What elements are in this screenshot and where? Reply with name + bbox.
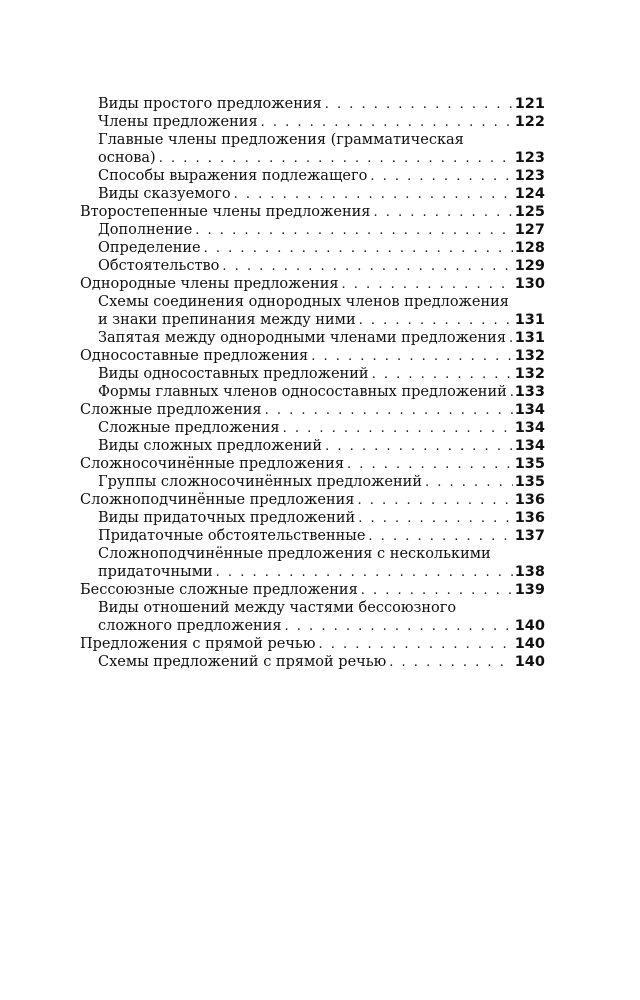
toc-entry[interactable] xyxy=(80,491,545,509)
dot-leader xyxy=(325,438,513,456)
toc-entry-title: Схемы соединения однородных членов предложения xyxy=(98,294,509,310)
dot-leader xyxy=(509,330,513,348)
dot-leader xyxy=(361,582,513,600)
toc-entry[interactable] xyxy=(80,581,545,599)
toc-entry[interactable] xyxy=(80,131,545,149)
toc-entry-title: Сложные предложения xyxy=(98,420,280,436)
toc-entry-title: Бессоюзные сложные предложения xyxy=(80,582,358,598)
toc-entry-title: Сложноподчинённые предложения с несколькими xyxy=(98,546,491,562)
dot-leader xyxy=(347,456,513,474)
toc-entry[interactable] xyxy=(80,383,545,401)
dot-leader xyxy=(159,150,513,168)
toc-entry[interactable] xyxy=(80,437,545,455)
toc-entry-page: 124 xyxy=(514,186,545,202)
toc-entry[interactable] xyxy=(80,365,545,383)
toc-entry-page: 131 xyxy=(514,330,545,346)
dot-leader xyxy=(195,222,512,240)
toc-entry[interactable] xyxy=(80,617,545,635)
toc-entry-title: Виды придаточных предложений xyxy=(98,510,356,526)
toc-entry[interactable] xyxy=(80,239,545,257)
toc-entry-page: 132 xyxy=(514,366,545,382)
dot-leader xyxy=(234,186,513,204)
toc-entry-title: Придаточные обстоятельственные xyxy=(98,528,366,544)
dot-leader xyxy=(357,492,512,510)
toc-entry-page: 134 xyxy=(514,438,545,454)
toc-entry[interactable] xyxy=(80,455,545,473)
toc-entry-title: Обстоятельство xyxy=(98,258,220,274)
toc-entry[interactable] xyxy=(80,167,545,185)
toc-entry-page: 138 xyxy=(514,564,545,580)
toc-entry-page: 133 xyxy=(514,384,545,400)
dot-leader xyxy=(222,258,512,276)
toc-entry-page: 122 xyxy=(514,114,545,130)
toc-entry-page: 121 xyxy=(514,96,545,112)
toc-entry-title: основа) xyxy=(98,150,156,166)
dot-leader xyxy=(325,96,513,114)
dot-leader xyxy=(373,204,512,222)
toc-entry-page: 140 xyxy=(514,636,545,652)
dot-leader xyxy=(261,114,513,132)
toc-entry-title: Однородные члены предложения xyxy=(80,276,339,292)
toc-entry-title: Формы главных членов односоставных предложений xyxy=(98,384,507,400)
toc-entry-title: придаточными xyxy=(98,564,213,580)
toc-entry-page: 125 xyxy=(514,204,545,220)
toc-entry-title: Второстепенные члены предложения xyxy=(80,204,371,220)
toc-entry[interactable] xyxy=(80,473,545,491)
toc-entry[interactable] xyxy=(80,203,545,221)
dot-leader xyxy=(389,654,512,672)
toc-entry-page: 123 xyxy=(514,150,545,166)
toc-entry[interactable] xyxy=(80,113,545,131)
dot-leader xyxy=(425,474,513,492)
toc-entry[interactable] xyxy=(80,635,545,653)
toc-entry-page: 134 xyxy=(514,402,545,418)
dot-leader xyxy=(318,636,512,654)
toc-entry-page: 128 xyxy=(514,240,545,256)
toc-entry[interactable] xyxy=(80,527,545,545)
toc-entry-title: Запятая между однородными членами предложения xyxy=(98,330,506,346)
dot-leader xyxy=(510,384,513,402)
toc-entry-title: Сложносочинённые предложения xyxy=(80,456,344,472)
toc-entry[interactable] xyxy=(80,275,545,293)
dot-leader xyxy=(359,312,513,330)
toc-entry[interactable] xyxy=(80,545,545,563)
toc-entry-page: 132 xyxy=(514,348,545,364)
toc-entry[interactable] xyxy=(80,653,545,671)
dot-leader xyxy=(372,366,513,384)
toc-entry[interactable] xyxy=(80,347,545,365)
toc-entry-title: Односоставные предложения xyxy=(80,348,309,364)
dot-leader xyxy=(358,510,512,528)
toc-entry-title: и знаки препинания между ними xyxy=(98,312,356,328)
toc-entry-title: Главные члены предложения (грамматическая xyxy=(98,132,464,148)
toc-entry[interactable] xyxy=(80,419,545,437)
toc-entry-page: 139 xyxy=(514,582,545,598)
toc-entry[interactable] xyxy=(80,599,545,617)
toc-entry-title: Виды односоставных предложений xyxy=(98,366,369,382)
toc-entry-title: Виды сказуемого xyxy=(98,186,231,202)
toc-entry[interactable] xyxy=(80,257,545,275)
toc-entry-title: Члены предложения xyxy=(98,114,258,130)
toc-entry-page: 137 xyxy=(514,528,545,544)
toc-entry[interactable] xyxy=(80,563,545,581)
toc-entry-title: Сложноподчинённые предложения xyxy=(80,492,355,508)
dot-leader xyxy=(283,420,513,438)
toc-entry-title: Способы выражения подлежащего xyxy=(98,168,368,184)
toc-entry[interactable] xyxy=(80,221,545,239)
toc-entry[interactable] xyxy=(80,311,545,329)
toc-entry-page: 130 xyxy=(514,276,545,292)
toc-entry-page: 127 xyxy=(514,222,545,238)
toc-entry-title: Схемы предложений с прямой речью xyxy=(98,654,387,670)
toc-entry[interactable] xyxy=(80,329,545,347)
toc-entry[interactable] xyxy=(80,185,545,203)
toc-entry-page: 131 xyxy=(514,312,545,328)
dot-leader xyxy=(216,564,513,582)
toc-entry-title: Виды отношений между частями бессоюзного xyxy=(98,600,457,616)
toc-entry-title: Дополнение xyxy=(98,222,193,238)
toc-entry[interactable] xyxy=(80,509,545,527)
toc-entry-title: Виды сложных предложений xyxy=(98,438,323,454)
toc-entry-title: Сложные предложения xyxy=(80,402,262,418)
dot-leader xyxy=(204,240,513,258)
toc-entry[interactable] xyxy=(80,149,545,167)
table-of-contents xyxy=(80,95,545,671)
toc-entry-title: Группы сложносочинённых предложений xyxy=(98,474,422,490)
toc-entry-title: Определение xyxy=(98,240,201,256)
toc-entry-page: 136 xyxy=(514,510,545,526)
toc-entry-page: 134 xyxy=(514,420,545,436)
toc-entry-page: 140 xyxy=(514,654,545,670)
toc-entry-page: 135 xyxy=(514,456,545,472)
dot-leader xyxy=(265,402,513,420)
dot-leader xyxy=(368,528,512,546)
dot-leader xyxy=(311,348,513,366)
toc-entry[interactable] xyxy=(80,293,545,311)
toc-entry-page: 123 xyxy=(514,168,545,184)
dot-leader xyxy=(285,618,513,636)
dot-leader xyxy=(342,276,513,294)
toc-entry[interactable] xyxy=(80,95,545,113)
toc-entry-page: 129 xyxy=(514,258,545,274)
toc-entry-page: 136 xyxy=(514,492,545,508)
toc-entry-title: Виды простого предложения xyxy=(98,96,322,112)
toc-entry-title: сложного предложения xyxy=(98,618,282,634)
toc-entry-title: Предложения с прямой речью xyxy=(80,636,316,652)
toc-entry-page: 140 xyxy=(514,618,545,634)
dot-leader xyxy=(370,168,512,186)
toc-entry[interactable] xyxy=(80,401,545,419)
toc-entry-page: 135 xyxy=(514,474,545,490)
